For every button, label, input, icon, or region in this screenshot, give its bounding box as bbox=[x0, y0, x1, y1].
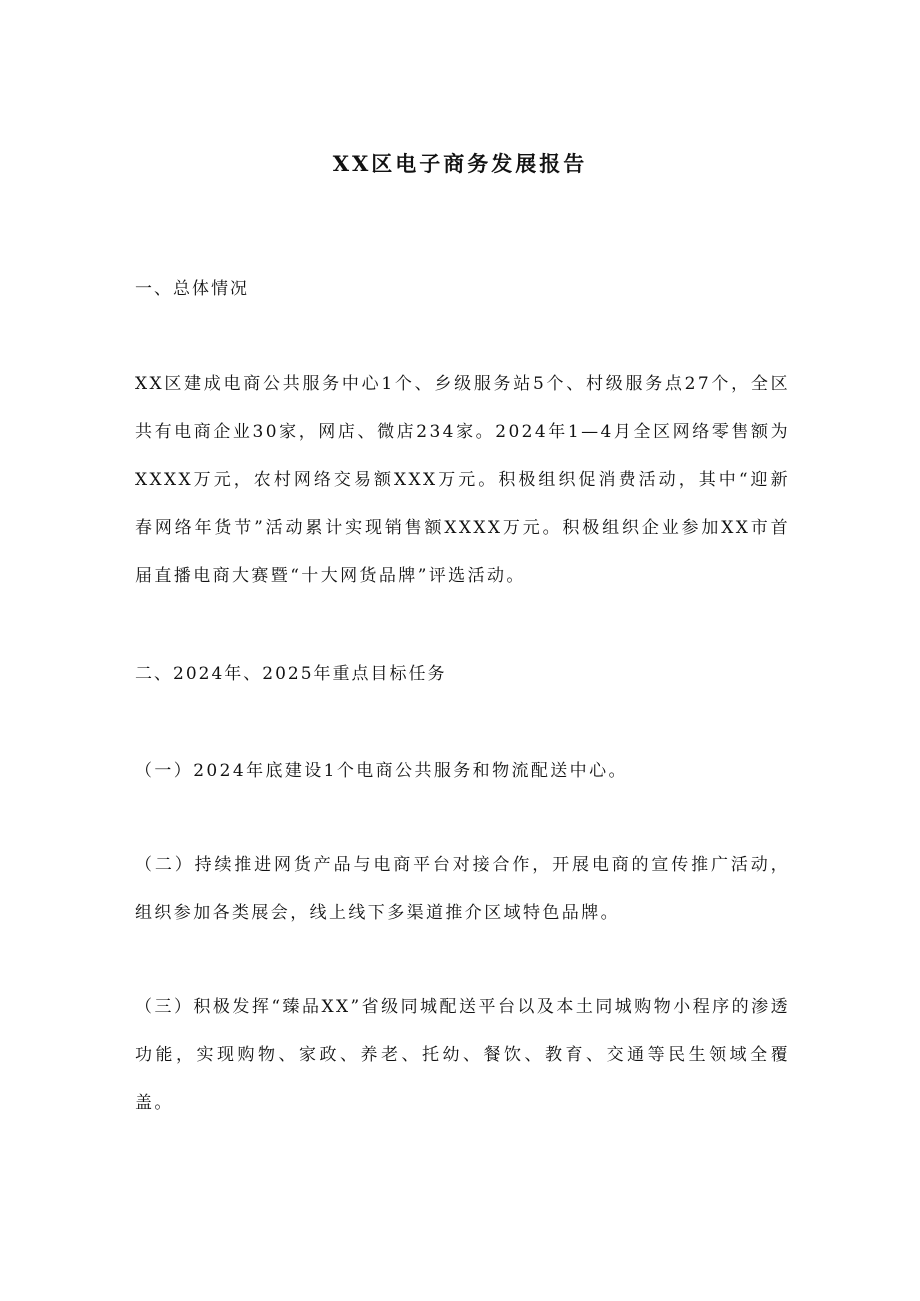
section-heading-targets: 二、2024年、2025年重点目标任务 bbox=[135, 664, 447, 684]
document-title: XX区电子商务发展报告 bbox=[332, 151, 588, 176]
section-heading-overview: 一、总体情况 bbox=[135, 279, 249, 299]
target-item-3: （三）积极发挥“臻品XX”省级同城配送平台以及本土同城购物小程序的渗透功能，实现购物、家政、养老、托幼、餐饮、教育、交通等民生领域全覆盖。 bbox=[135, 997, 790, 1113]
overview-paragraph: XX区建成电商公共服务中心1个、乡级服务站5个、村级服务点27个，全区共有电商企业30家，网店、微店234家。2024年1—4月全区网络零售额为XXXX万元，农村网络交易额XXX万元。积极组织促消费活动，其中“迎新春网络年货节”活动累计实现销售额XXXX万元。积极组织企业参加XX市首届直播电商大赛暨“十大网货品牌”评选活动。 bbox=[135, 374, 790, 586]
target-item-2: （二）持续推进网货产品与电商平台对接合作，开展电商的宣传推广活动，组织参加各类展会，线上线下多渠道推介区域特色品牌。 bbox=[135, 855, 790, 923]
target-item-1: （一）2024年底建设1个电商公共服务和物流配送中心。 bbox=[135, 761, 628, 781]
